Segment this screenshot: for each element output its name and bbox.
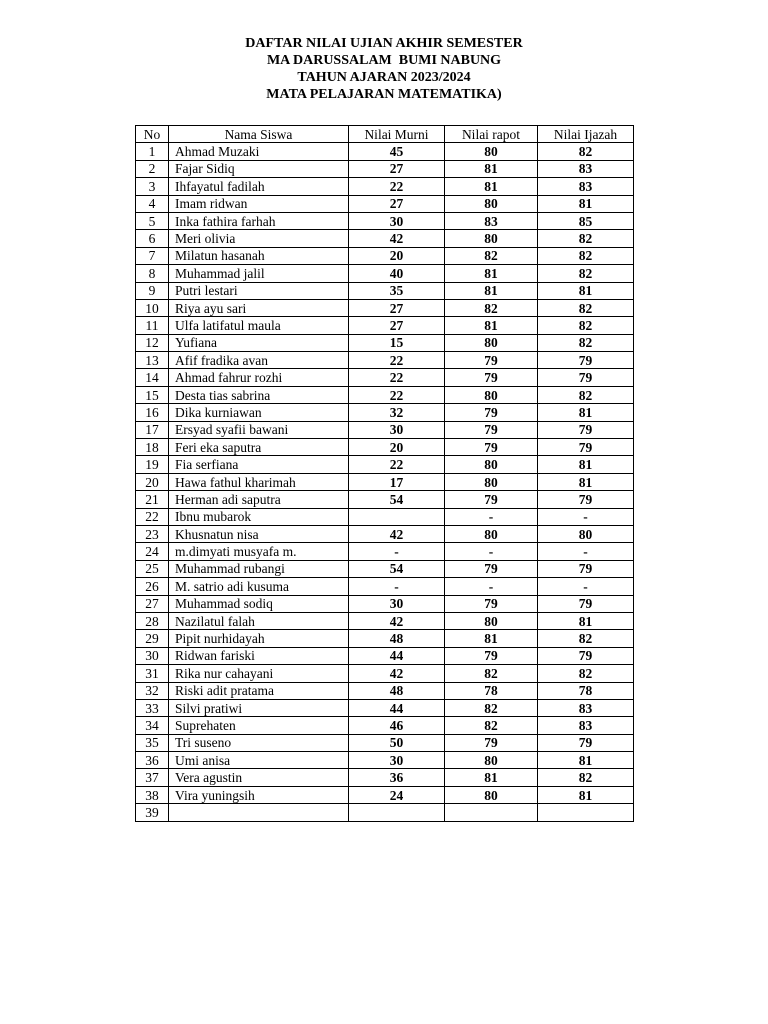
cell-nilai-rapot: 81: [445, 282, 538, 299]
cell-nilai-murni: 45: [349, 143, 445, 160]
cell-no: 18: [136, 439, 169, 456]
cell-student-name: Tri suseno: [169, 734, 349, 751]
table-row: [136, 699, 634, 716]
cell-no: 34: [136, 717, 169, 734]
cell-student-name: Dika kurniawan: [169, 404, 349, 421]
cell-student-name: M. satrio adi kusuma: [169, 578, 349, 595]
cell-nilai-murni: 27: [349, 317, 445, 334]
cell-nilai-ijazah: 83: [538, 717, 634, 734]
cell-no: 33: [136, 699, 169, 716]
table-row: [136, 473, 634, 490]
cell-nilai-murni: 22: [349, 352, 445, 369]
cell-no: 24: [136, 543, 169, 560]
cell-nilai-rapot: 80: [445, 230, 538, 247]
cell-nilai-murni: 22: [349, 456, 445, 473]
cell-nilai-rapot: 79: [445, 421, 538, 438]
cell-student-name: Vera agustin: [169, 769, 349, 786]
cell-nilai-rapot: 79: [445, 352, 538, 369]
cell-nilai-ijazah: -: [538, 508, 634, 525]
cell-no: 23: [136, 525, 169, 542]
cell-nilai-rapot: 79: [445, 647, 538, 664]
cell-nilai-ijazah: 82: [538, 230, 634, 247]
cell-student-name: Rika nur cahayani: [169, 665, 349, 682]
cell-no: 39: [136, 804, 169, 821]
cell-nilai-murni: 44: [349, 699, 445, 716]
cell-nilai-ijazah: 82: [538, 665, 634, 682]
column-header-nilai-rapot: Nilai rapot: [445, 126, 538, 143]
cell-nilai-rapot: 82: [445, 699, 538, 716]
cell-nilai-rapot: 82: [445, 665, 538, 682]
cell-nilai-murni: -: [349, 578, 445, 595]
cell-no: 4: [136, 195, 169, 212]
table-row: [136, 247, 634, 264]
cell-nilai-murni: 48: [349, 682, 445, 699]
cell-nilai-rapot: 78: [445, 682, 538, 699]
cell-student-name: Afif fradika avan: [169, 352, 349, 369]
column-header-nilai-ijazah: Nilai Ijazah: [538, 126, 634, 143]
cell-no: 25: [136, 560, 169, 577]
cell-no: 1: [136, 143, 169, 160]
cell-student-name: Ulfa latifatul maula: [169, 317, 349, 334]
cell-nilai-murni: 27: [349, 299, 445, 316]
cell-no: 15: [136, 386, 169, 403]
cell-nilai-rapot: 82: [445, 247, 538, 264]
cell-nilai-ijazah: 81: [538, 612, 634, 629]
cell-nilai-rapot: 80: [445, 473, 538, 490]
cell-no: 11: [136, 317, 169, 334]
cell-nilai-rapot: 80: [445, 525, 538, 542]
table-row: [136, 647, 634, 664]
cell-student-name: Ihfayatul fadilah: [169, 178, 349, 195]
cell-nilai-rapot: 79: [445, 369, 538, 386]
cell-nilai-rapot: 83: [445, 212, 538, 229]
cell-nilai-ijazah: 82: [538, 769, 634, 786]
table-header-row: [136, 126, 634, 143]
table-row: [136, 456, 634, 473]
cell-no: 21: [136, 491, 169, 508]
cell-nilai-ijazah: 79: [538, 595, 634, 612]
table-row: [136, 439, 634, 456]
cell-nilai-rapot: 81: [445, 630, 538, 647]
cell-no: 5: [136, 212, 169, 229]
table-row: [136, 630, 634, 647]
cell-student-name: Feri eka saputra: [169, 439, 349, 456]
cell-no: 2: [136, 160, 169, 177]
cell-student-name: Fia serfiana: [169, 456, 349, 473]
cell-no: 26: [136, 578, 169, 595]
cell-nilai-murni: 30: [349, 752, 445, 769]
cell-nilai-ijazah: 81: [538, 786, 634, 803]
cell-nilai-rapot: 80: [445, 612, 538, 629]
cell-nilai-rapot: [445, 804, 538, 821]
cell-nilai-ijazah: 81: [538, 473, 634, 490]
table-row: [136, 595, 634, 612]
cell-nilai-rapot: 82: [445, 299, 538, 316]
cell-no: 27: [136, 595, 169, 612]
cell-nilai-ijazah: 82: [538, 630, 634, 647]
cell-no: 22: [136, 508, 169, 525]
cell-student-name: Imam ridwan: [169, 195, 349, 212]
cell-nilai-ijazah: 82: [538, 386, 634, 403]
cell-student-name: Ridwan fariski: [169, 647, 349, 664]
cell-nilai-ijazah: [538, 804, 634, 821]
table-row: [136, 334, 634, 351]
table-body: [136, 143, 634, 821]
cell-nilai-rapot: 79: [445, 439, 538, 456]
cell-nilai-rapot: 81: [445, 160, 538, 177]
table-row: [136, 369, 634, 386]
table-row: [136, 317, 634, 334]
cell-student-name: Ibnu mubarok: [169, 508, 349, 525]
cell-nilai-murni: 20: [349, 247, 445, 264]
cell-nilai-rapot: 81: [445, 178, 538, 195]
cell-nilai-murni: 30: [349, 595, 445, 612]
table-row: [136, 804, 634, 821]
cell-no: 19: [136, 456, 169, 473]
cell-no: 14: [136, 369, 169, 386]
cell-nilai-ijazah: 82: [538, 334, 634, 351]
cell-student-name: Muhammad sodiq: [169, 595, 349, 612]
document-title: DAFTAR NILAI UJIAN AKHIR SEMESTER: [245, 36, 523, 51]
column-header-name: Nama Siswa: [169, 126, 349, 143]
cell-nilai-ijazah: 79: [538, 369, 634, 386]
cell-student-name: Ahmad Muzaki: [169, 143, 349, 160]
cell-student-name: Ersyad syafii bawani: [169, 421, 349, 438]
cell-student-name: Umi anisa: [169, 752, 349, 769]
cell-student-name: Putri lestari: [169, 282, 349, 299]
table-row: [136, 543, 634, 560]
cell-student-name: Inka fathira farhah: [169, 212, 349, 229]
cell-nilai-ijazah: 82: [538, 265, 634, 282]
cell-no: 9: [136, 282, 169, 299]
cell-nilai-murni: 32: [349, 404, 445, 421]
academic-year: TAHUN AJARAN 2023/2024: [297, 70, 471, 85]
cell-nilai-ijazah: 81: [538, 404, 634, 421]
table-row: [136, 265, 634, 282]
cell-nilai-ijazah: 82: [538, 317, 634, 334]
cell-nilai-rapot: 80: [445, 334, 538, 351]
column-header-nilai-murni: Nilai Murni: [349, 126, 445, 143]
column-header-no: No: [136, 126, 169, 143]
cell-nilai-ijazah: 81: [538, 456, 634, 473]
cell-nilai-ijazah: 82: [538, 299, 634, 316]
cell-nilai-ijazah: 85: [538, 212, 634, 229]
cell-nilai-ijazah: 80: [538, 525, 634, 542]
cell-no: 6: [136, 230, 169, 247]
cell-nilai-ijazah: 79: [538, 491, 634, 508]
cell-student-name: Nazilatul falah: [169, 612, 349, 629]
cell-nilai-ijazah: 79: [538, 421, 634, 438]
cell-nilai-rapot: 81: [445, 769, 538, 786]
cell-nilai-ijazah: 79: [538, 734, 634, 751]
table-row: [136, 404, 634, 421]
cell-no: 38: [136, 786, 169, 803]
cell-no: 13: [136, 352, 169, 369]
cell-nilai-rapot: 79: [445, 404, 538, 421]
cell-nilai-ijazah: 82: [538, 247, 634, 264]
table-row: [136, 230, 634, 247]
cell-nilai-murni: 30: [349, 421, 445, 438]
table-row: [136, 769, 634, 786]
cell-no: 37: [136, 769, 169, 786]
cell-no: 8: [136, 265, 169, 282]
cell-nilai-murni: 20: [349, 439, 445, 456]
cell-no: 3: [136, 178, 169, 195]
cell-student-name: Muhammad rubangi: [169, 560, 349, 577]
table-row: [136, 717, 634, 734]
cell-student-name: Suprehaten: [169, 717, 349, 734]
subject-name: MATA PELAJARAN MATEMATIKA): [266, 87, 502, 102]
cell-nilai-ijazah: 78: [538, 682, 634, 699]
cell-nilai-ijazah: 83: [538, 160, 634, 177]
cell-nilai-ijazah: -: [538, 543, 634, 560]
cell-nilai-rapot: 80: [445, 195, 538, 212]
cell-nilai-rapot: 80: [445, 786, 538, 803]
cell-nilai-murni: 22: [349, 386, 445, 403]
cell-nilai-murni: 54: [349, 560, 445, 577]
cell-nilai-murni: [349, 804, 445, 821]
cell-nilai-ijazah: -: [538, 578, 634, 595]
cell-nilai-murni: -: [349, 543, 445, 560]
cell-nilai-ijazah: 82: [538, 143, 634, 160]
cell-no: 31: [136, 665, 169, 682]
cell-nilai-murni: 40: [349, 265, 445, 282]
cell-no: 32: [136, 682, 169, 699]
cell-nilai-murni: 15: [349, 334, 445, 351]
table-row: [136, 178, 634, 195]
cell-nilai-murni: 50: [349, 734, 445, 751]
grades-table: [135, 125, 634, 822]
cell-student-name: m.dimyati musyafa m.: [169, 543, 349, 560]
cell-no: 12: [136, 334, 169, 351]
cell-nilai-rapot: -: [445, 543, 538, 560]
cell-student-name: [169, 804, 349, 821]
table-row: [136, 734, 634, 751]
table-row: [136, 212, 634, 229]
cell-student-name: Ahmad fahrur rozhi: [169, 369, 349, 386]
cell-no: 7: [136, 247, 169, 264]
cell-nilai-murni: 42: [349, 230, 445, 247]
cell-nilai-murni: 54: [349, 491, 445, 508]
cell-nilai-murni: 42: [349, 525, 445, 542]
cell-student-name: Silvi pratiwi: [169, 699, 349, 716]
cell-nilai-rapot: 80: [445, 456, 538, 473]
cell-nilai-rapot: 79: [445, 491, 538, 508]
table-row: [136, 299, 634, 316]
cell-student-name: Pipit nurhidayah: [169, 630, 349, 647]
cell-nilai-ijazah: 79: [538, 439, 634, 456]
cell-nilai-rapot: 79: [445, 560, 538, 577]
table-row: [136, 578, 634, 595]
document-header: [0, 35, 768, 103]
cell-nilai-murni: 44: [349, 647, 445, 664]
cell-nilai-rapot: 79: [445, 734, 538, 751]
cell-no: 28: [136, 612, 169, 629]
cell-nilai-murni: 24: [349, 786, 445, 803]
cell-nilai-murni: 22: [349, 369, 445, 386]
table-row: [136, 421, 634, 438]
table-row: [136, 352, 634, 369]
table-row: [136, 560, 634, 577]
cell-nilai-murni: 48: [349, 630, 445, 647]
cell-nilai-murni: 17: [349, 473, 445, 490]
cell-no: 20: [136, 473, 169, 490]
cell-nilai-ijazah: 81: [538, 195, 634, 212]
school-name: MA DARUSSALAM BUMI NABUNG: [266, 53, 502, 68]
cell-nilai-rapot: 82: [445, 717, 538, 734]
cell-nilai-rapot: -: [445, 578, 538, 595]
table-row: [136, 682, 634, 699]
table-row: [136, 752, 634, 769]
table-row: [136, 195, 634, 212]
cell-nilai-ijazah: 83: [538, 699, 634, 716]
cell-nilai-murni: 30: [349, 212, 445, 229]
table-row: [136, 508, 634, 525]
cell-nilai-murni: 27: [349, 195, 445, 212]
table-row: [136, 491, 634, 508]
table-row: [136, 612, 634, 629]
cell-nilai-murni: 42: [349, 665, 445, 682]
cell-nilai-rapot: 81: [445, 265, 538, 282]
cell-student-name: Yufiana: [169, 334, 349, 351]
cell-nilai-ijazah: 81: [538, 752, 634, 769]
cell-nilai-murni: 22: [349, 178, 445, 195]
cell-no: 16: [136, 404, 169, 421]
cell-no: 10: [136, 299, 169, 316]
cell-student-name: Riski adit pratama: [169, 682, 349, 699]
cell-student-name: Riya ayu sari: [169, 299, 349, 316]
cell-no: 17: [136, 421, 169, 438]
cell-nilai-rapot: -: [445, 508, 538, 525]
table-row: [136, 525, 634, 542]
cell-nilai-ijazah: 79: [538, 352, 634, 369]
cell-student-name: Muhammad jalil: [169, 265, 349, 282]
cell-nilai-ijazah: 81: [538, 282, 634, 299]
cell-no: 29: [136, 630, 169, 647]
cell-nilai-ijazah: 83: [538, 178, 634, 195]
cell-nilai-rapot: 80: [445, 752, 538, 769]
cell-nilai-ijazah: 79: [538, 560, 634, 577]
cell-nilai-murni: 35: [349, 282, 445, 299]
table-row: [136, 282, 634, 299]
cell-student-name: Herman adi saputra: [169, 491, 349, 508]
cell-no: 30: [136, 647, 169, 664]
cell-student-name: Hawa fathul kharimah: [169, 473, 349, 490]
cell-nilai-rapot: 81: [445, 317, 538, 334]
table-row: [136, 786, 634, 803]
cell-student-name: Vira yuningsih: [169, 786, 349, 803]
cell-no: 35: [136, 734, 169, 751]
cell-student-name: Milatun hasanah: [169, 247, 349, 264]
cell-nilai-rapot: 80: [445, 386, 538, 403]
cell-nilai-murni: 42: [349, 612, 445, 629]
cell-student-name: Desta tias sabrina: [169, 386, 349, 403]
table-row: [136, 386, 634, 403]
cell-student-name: Khusnatun nisa: [169, 525, 349, 542]
table-row: [136, 160, 634, 177]
cell-nilai-rapot: 80: [445, 143, 538, 160]
cell-nilai-murni: 27: [349, 160, 445, 177]
cell-nilai-murni: [349, 508, 445, 525]
cell-student-name: Fajar Sidiq: [169, 160, 349, 177]
cell-student-name: Meri olivia: [169, 230, 349, 247]
cell-nilai-murni: 36: [349, 769, 445, 786]
cell-no: 36: [136, 752, 169, 769]
cell-nilai-rapot: 79: [445, 595, 538, 612]
table-row: [136, 143, 634, 160]
table-row: [136, 665, 634, 682]
cell-nilai-murni: 46: [349, 717, 445, 734]
cell-nilai-ijazah: 79: [538, 647, 634, 664]
